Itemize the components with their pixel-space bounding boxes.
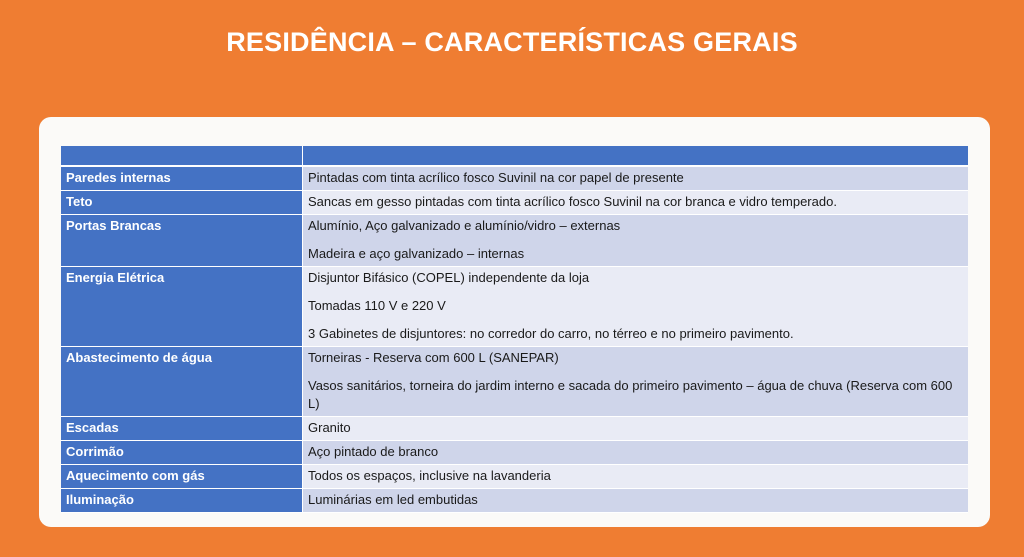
row-label: Teto <box>61 191 303 215</box>
row-label: Escadas <box>61 417 303 441</box>
table-header-cell <box>61 146 303 167</box>
row-label: Paredes internas <box>61 167 303 191</box>
row-value <box>303 347 968 417</box>
table-row <box>61 347 968 417</box>
value-line: Todos os espaços, inclusive na lavanderia <box>308 468 551 483</box>
table-header-row <box>61 146 968 167</box>
value-line: Vasos sanitários, torneira do jardim interno e sacada do primeiro pavimento – água de chuva (Reserva com 600 L) <box>308 378 953 411</box>
table-row <box>61 489 968 513</box>
value-line: Disjuntor Bifásico (COPEL) independente da loja <box>308 270 590 285</box>
row-label: Corrimão <box>61 441 303 465</box>
row-label: Abastecimento de água <box>61 347 303 417</box>
content-card <box>39 117 990 527</box>
row-value <box>303 441 968 465</box>
value-line: Madeira e aço galvanizado – internas <box>308 246 525 261</box>
row-value <box>303 465 968 489</box>
table-row <box>61 167 968 191</box>
table-row <box>61 465 968 489</box>
row-value <box>303 489 968 513</box>
table-row <box>61 417 968 441</box>
table-row <box>61 191 968 215</box>
row-value <box>303 191 968 215</box>
value-line: Alumínio, Aço galvanizado e alumínio/vidro – externas <box>308 218 621 233</box>
value-line: Aço pintado de branco <box>308 444 439 459</box>
value-line: Luminárias em led embutidas <box>308 492 478 507</box>
row-label: Iluminação <box>61 489 303 513</box>
characteristics-table <box>61 146 968 513</box>
table-row <box>61 215 968 267</box>
value-line: Granito <box>308 420 351 435</box>
value-line: Pintadas com tinta acrílico fosco Suvinil na cor papel de presente <box>308 170 684 185</box>
slide-title: RESIDÊNCIA – CARACTERÍSTICAS GERAIS <box>226 27 798 57</box>
table-header-cell <box>303 146 968 167</box>
row-value <box>303 267 968 347</box>
table-row <box>61 267 968 347</box>
row-value <box>303 167 968 191</box>
row-label: Energia Elétrica <box>61 267 303 347</box>
table-row <box>61 441 968 465</box>
row-label: Portas Brancas <box>61 215 303 267</box>
row-value <box>303 215 968 267</box>
table-body <box>61 167 968 513</box>
value-line: 3 Gabinetes de disjuntores: no corredor do carro, no térreo e no primeiro pavimento. <box>308 326 794 341</box>
value-line: Tomadas 110 V e 220 V <box>308 298 446 313</box>
value-line: Torneiras - Reserva com 600 L (SANEPAR) <box>308 350 559 365</box>
value-line: Sancas em gesso pintadas com tinta acrílico fosco Suvinil na cor branca e vidro temperado. <box>308 194 837 209</box>
row-value <box>303 417 968 441</box>
row-label: Aquecimento com gás <box>61 465 303 489</box>
